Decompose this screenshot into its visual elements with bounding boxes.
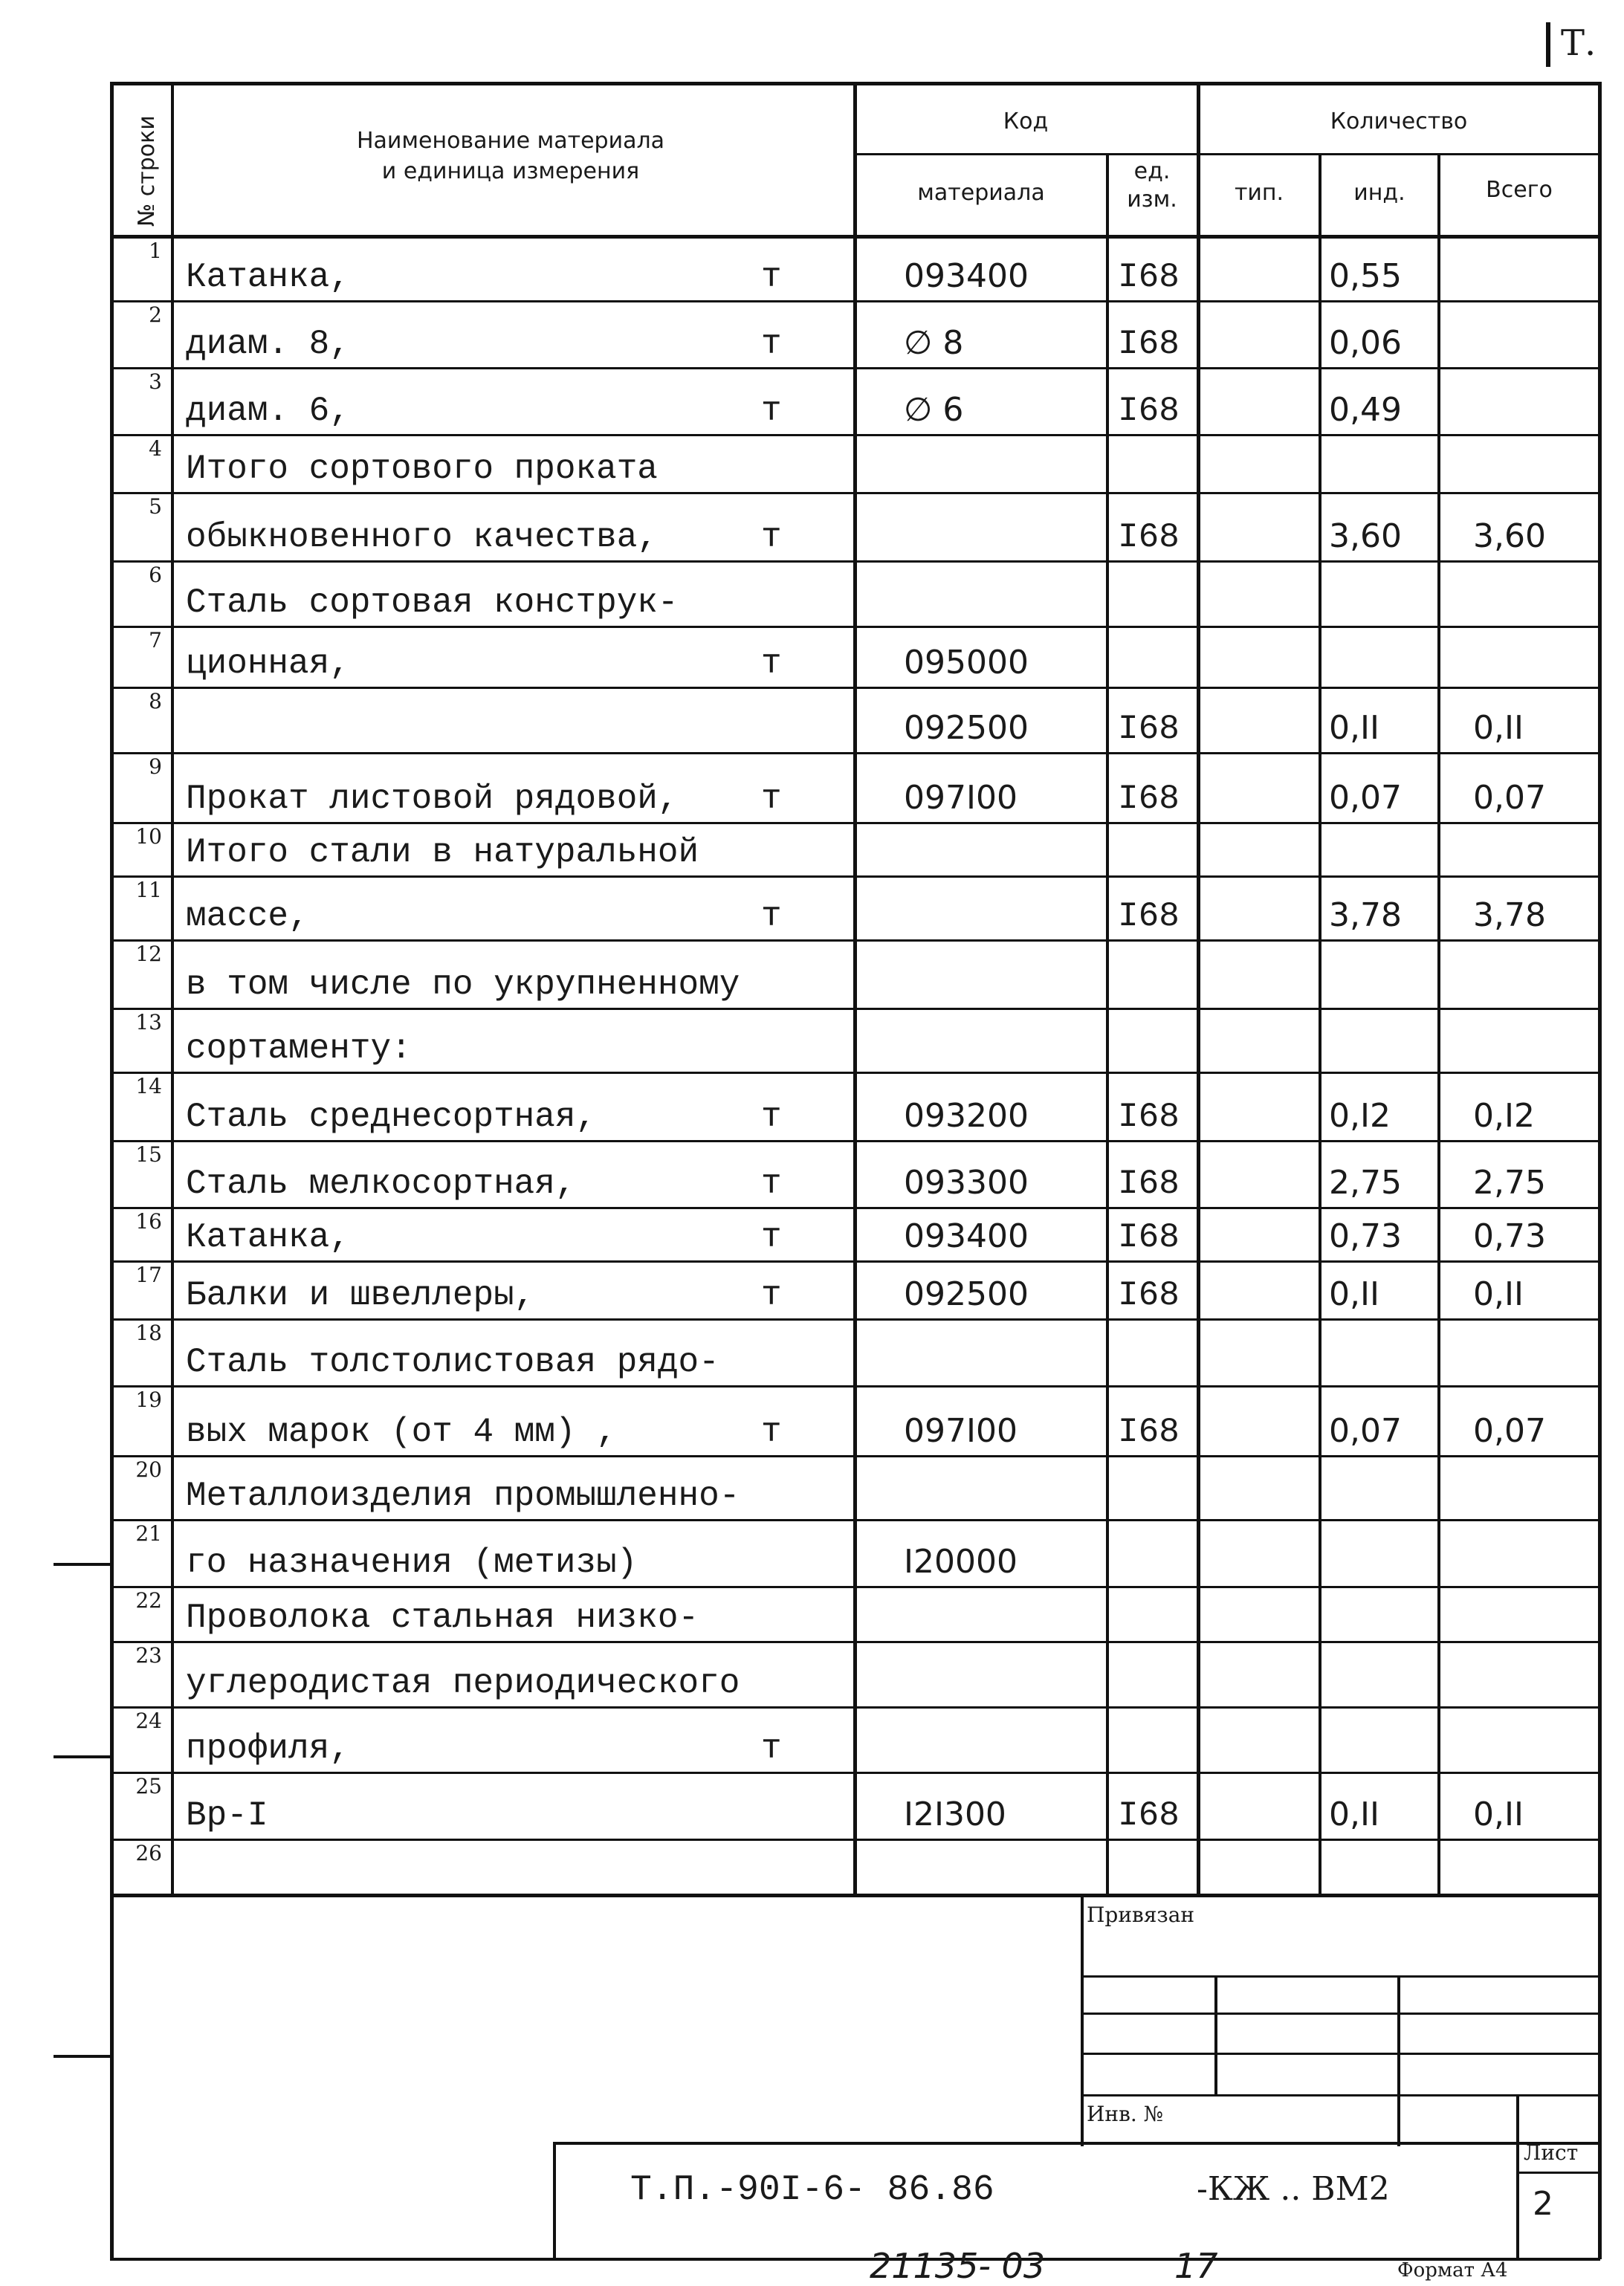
grid-line: [1106, 153, 1109, 1894]
row-number: 14: [135, 1074, 162, 1098]
unit-code: I68: [1118, 1165, 1180, 1203]
material-unit-letter: т: [761, 325, 782, 363]
row-number: 17: [135, 1263, 162, 1287]
material-unit-letter: т: [761, 897, 782, 936]
unit-code: I68: [1118, 392, 1180, 430]
table-row: [0, 687, 1624, 752]
row-number: 16: [135, 1209, 162, 1234]
material-code: 093400: [904, 257, 1029, 295]
material-name: Балки и швеллеры,: [186, 1276, 535, 1315]
qty-ind: 0,49: [1329, 391, 1402, 429]
row-number: 20: [135, 1457, 162, 1482]
row-number: 7: [149, 628, 162, 653]
qty-ind: 0,II: [1329, 1275, 1379, 1313]
material-code: 093300: [904, 1164, 1029, 1202]
table-row: [0, 1008, 1624, 1072]
material-name: Вр-I: [186, 1796, 268, 1835]
grid-line: [1397, 1975, 1400, 2146]
material-name: углеродистая периодического: [186, 1664, 740, 1703]
qty-total: 0,I2: [1473, 1097, 1535, 1135]
material-name: Металлоизделия промышленно-: [186, 1477, 740, 1515]
material-unit-letter: т: [761, 1413, 782, 1451]
material-unit-letter: т: [761, 1729, 782, 1768]
header-code: Код: [1003, 109, 1049, 135]
grid-line: [553, 2142, 1601, 2145]
header-typ: тип.: [1234, 180, 1284, 206]
row-number: 23: [135, 1643, 162, 1668]
table-row: [0, 1140, 1624, 1207]
grid-line: [1516, 2142, 1519, 2261]
grid-line: [110, 82, 114, 2259]
unit-code: I68: [1118, 325, 1180, 363]
row-number: 15: [135, 1142, 162, 1167]
unit-code: I68: [1118, 258, 1180, 297]
unit-code: I68: [1118, 897, 1180, 936]
header-name: Наименование материала и единица измерения: [356, 128, 665, 184]
unit-code: I68: [1118, 1413, 1180, 1451]
header-total: Всего: [1486, 177, 1553, 203]
row-number: 4: [149, 436, 162, 461]
linked-label: Привязан: [1087, 1903, 1195, 1927]
grid-line: [1319, 153, 1321, 1894]
material-name: в том числе по укрупненному: [186, 965, 740, 1004]
material-unit-letter: т: [761, 1218, 782, 1257]
material-name: профиля,: [186, 1729, 350, 1768]
unit-code: I68: [1118, 780, 1180, 818]
row-number: 21: [135, 1521, 162, 1546]
material-code: 092500: [904, 1275, 1029, 1313]
material-unit-letter: т: [761, 644, 782, 683]
material-code: 097I00: [904, 1412, 1018, 1450]
table-row: [0, 1260, 1624, 1318]
margin-tick: [54, 1755, 113, 1758]
margin-tick: [54, 2055, 113, 2058]
qty-total: 3,78: [1473, 896, 1546, 934]
material-code: 097I00: [904, 779, 1018, 817]
unit-code: I68: [1118, 1098, 1180, 1136]
table-row: [0, 236, 1624, 300]
table-row: [0, 1772, 1624, 1839]
margin-tick: [54, 1563, 113, 1566]
header-row-number: № строки: [134, 115, 160, 227]
material-code: I20000: [904, 1543, 1018, 1581]
row-number: 18: [135, 1321, 162, 1345]
row-number: 19: [135, 1388, 162, 1412]
qty-total: 0,II: [1473, 1796, 1524, 1833]
unit-code: I68: [1118, 1276, 1180, 1315]
table-row: [0, 1385, 1624, 1455]
grid-line: [1598, 82, 1602, 2259]
material-name: диам. 6,: [186, 392, 350, 430]
material-name: сортаменту:: [186, 1029, 412, 1068]
row-number: 26: [135, 1841, 162, 1865]
sheet-number: 2: [1533, 2185, 1553, 2223]
material-unit-letter: т: [761, 258, 782, 297]
qty-ind: 0,73: [1329, 1217, 1402, 1255]
material-name: Проволока стальная низко-: [186, 1599, 699, 1637]
grid-line: [1081, 2094, 1601, 2096]
material-unit-letter: т: [761, 780, 782, 818]
grid-line: [1214, 1975, 1217, 2094]
material-code: I2I300: [904, 1796, 1006, 1833]
row-number: 5: [149, 494, 162, 519]
qty-total: 0,07: [1473, 779, 1546, 817]
qty-ind: 3,78: [1329, 896, 1402, 934]
material-code: 093200: [904, 1097, 1029, 1135]
qty-total: 3,60: [1473, 517, 1546, 555]
row-number: 22: [135, 1588, 162, 1613]
qty-ind: 0,II: [1329, 709, 1379, 747]
material-unit-letter: т: [761, 518, 782, 557]
table-row: [0, 1072, 1624, 1140]
row-number: 11: [135, 878, 162, 902]
qty-ind: 0,I2: [1329, 1097, 1391, 1135]
unit-code: I68: [1118, 710, 1180, 748]
material-name: Катанка,: [186, 258, 350, 297]
table-row: [0, 1641, 1624, 1706]
grid-line: [1081, 1894, 1084, 2146]
material-unit-letter: т: [761, 1098, 782, 1136]
row-number: 13: [135, 1010, 162, 1034]
unit-code: I68: [1118, 1218, 1180, 1257]
material-code: ∅ 8: [904, 324, 964, 362]
row-number: 8: [149, 689, 162, 713]
grid-line: [1437, 153, 1440, 1894]
table-row: [0, 367, 1624, 434]
table-row: [0, 300, 1624, 367]
qty-total: 0,73: [1473, 1217, 1546, 1255]
material-unit-letter: т: [761, 392, 782, 430]
material-name: обыкновенного качества,: [186, 518, 658, 557]
table-row: [0, 752, 1624, 822]
grid-line: [553, 2142, 556, 2261]
document-suffix: -КЖ .. ВМ2: [1197, 2170, 1390, 2208]
row-number: 9: [149, 754, 162, 779]
table-row: [0, 822, 1624, 875]
material-name: Катанка,: [186, 1218, 350, 1257]
material-name: ционная,: [186, 644, 350, 683]
table-row: [0, 626, 1624, 687]
material-name: массе,: [186, 897, 309, 936]
qty-total: 0,II: [1473, 709, 1524, 747]
material-unit-letter: т: [761, 1165, 782, 1203]
qty-total: 2,75: [1473, 1164, 1546, 1202]
table-row: [0, 492, 1624, 560]
qty-ind: 0,07: [1329, 1412, 1402, 1450]
grid-line: [855, 153, 1599, 155]
qty-total: 0,II: [1473, 1275, 1524, 1313]
material-code: 093400: [904, 1217, 1029, 1255]
grid-line: [853, 82, 857, 1895]
material-code: 095000: [904, 644, 1029, 681]
row-number: 3: [149, 369, 162, 394]
material-name: диам. 8,: [186, 325, 350, 363]
material-name: Сталь толстолистовая рядо-: [186, 1343, 719, 1382]
table-row: [0, 1207, 1624, 1260]
material-code: 092500: [904, 709, 1029, 747]
grid-line: [1516, 2172, 1599, 2174]
grid-line: [110, 1894, 1600, 1897]
format-label: Формат А4: [1397, 2259, 1508, 2282]
table-row: [0, 1455, 1624, 1519]
header-material: материала: [917, 180, 1045, 206]
table-row: [0, 560, 1624, 626]
qty-ind: 0,06: [1329, 324, 1402, 362]
row-number: 25: [135, 1774, 162, 1798]
page-mark: Т.: [1546, 22, 1596, 67]
grid-line: [1081, 2053, 1601, 2055]
material-name: Сталь мелкосортная,: [186, 1165, 576, 1203]
row-number: 10: [135, 824, 162, 849]
header-ind: инд.: [1353, 180, 1405, 206]
qty-ind: 0,II: [1329, 1796, 1379, 1833]
material-name: Прокат листовой рядовой,: [186, 780, 679, 818]
row-number: 6: [149, 563, 162, 587]
table-row: [0, 1519, 1624, 1586]
inventory-label: Инв. №: [1087, 2102, 1164, 2126]
material-name: Сталь среднесортная,: [186, 1098, 597, 1136]
grid-line: [1081, 1975, 1601, 1978]
table-row: [0, 1318, 1624, 1385]
material-name: го назначения (метизы): [186, 1544, 638, 1582]
qty-ind: 0,07: [1329, 779, 1402, 817]
header-unit: ед. изм.: [1127, 158, 1177, 213]
material-name: Сталь сортовая конструк-: [186, 583, 679, 622]
handwritten-number-2: 17: [1174, 2246, 1218, 2286]
material-name: вых марок (от 4 мм) ,: [186, 1413, 617, 1451]
table-row: [0, 875, 1624, 939]
row-number: 1: [149, 239, 162, 263]
sheet-label: Лист: [1524, 2140, 1579, 2165]
table-row: [0, 1586, 1624, 1641]
material-code: ∅ 6: [904, 391, 964, 429]
header-quantity: Количество: [1330, 109, 1468, 135]
qty-ind: 0,55: [1329, 257, 1402, 295]
grid-line: [110, 2258, 1600, 2261]
unit-code: I68: [1118, 518, 1180, 557]
material-unit-letter: т: [761, 1276, 782, 1315]
table-row: [0, 939, 1624, 1008]
grid-line: [1197, 82, 1200, 1895]
material-name: Итого стали в натуральной: [186, 833, 699, 872]
grid-line: [1516, 2094, 1519, 2146]
qty-total: 0,07: [1473, 1412, 1546, 1450]
document-designation: Т.П.-90I-6- 86.86: [630, 2170, 994, 2210]
handwritten-number: 21135- 03: [870, 2246, 1046, 2286]
table-row: [0, 434, 1624, 492]
material-name: Итого сортового проката: [186, 450, 658, 488]
table-row: [0, 1839, 1624, 1894]
qty-ind: 2,75: [1329, 1164, 1402, 1202]
table-row: [0, 1706, 1624, 1772]
unit-code: I68: [1118, 1796, 1180, 1835]
row-number: 2: [149, 302, 162, 327]
qty-ind: 3,60: [1329, 517, 1402, 555]
grid-line: [171, 82, 174, 1895]
row-number: 12: [135, 942, 162, 966]
row-number: 24: [135, 1709, 162, 1733]
grid-line: [1081, 2013, 1601, 2015]
